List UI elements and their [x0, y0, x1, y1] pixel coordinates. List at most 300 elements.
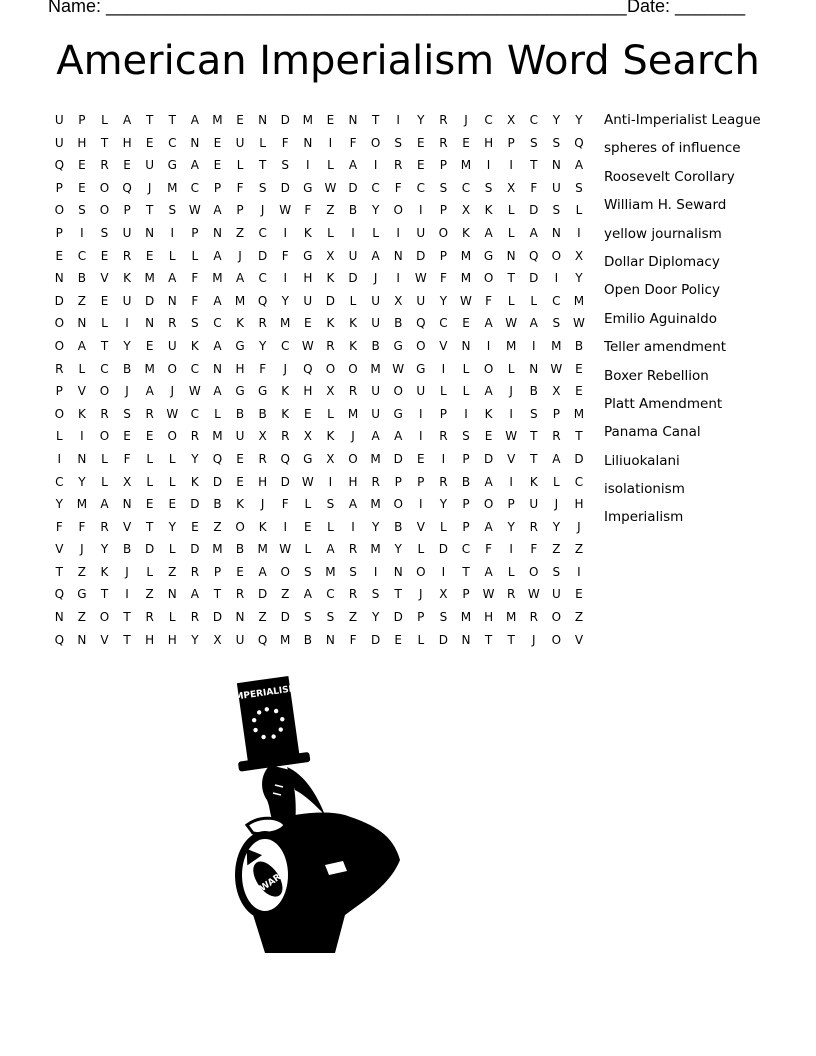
grid-cell: C	[190, 180, 200, 195]
grid-cell: L	[507, 225, 515, 240]
grid-cell: S	[462, 429, 470, 444]
grid-cell: B	[235, 406, 245, 421]
grid-cell: W	[505, 316, 518, 331]
grid-cell: X	[507, 113, 516, 127]
grid-cell: R	[529, 519, 538, 534]
grid-cell: Z	[258, 610, 267, 625]
grid-cell: T	[507, 632, 515, 647]
grid-cell: H	[484, 610, 494, 625]
grid-cell: R	[190, 429, 200, 444]
grid-cell: C	[552, 293, 561, 308]
grid-cell: U	[371, 293, 380, 308]
grid-cell: I	[373, 158, 378, 173]
grid-cell: E	[168, 497, 177, 512]
grid-cell: M	[76, 497, 88, 512]
grid-cell: J	[80, 542, 84, 557]
grid-cell: Z	[77, 564, 86, 579]
grid-cell: Q	[257, 632, 268, 647]
grid-cell: R	[439, 113, 448, 127]
grid-cell: K	[349, 316, 357, 331]
grid-cell: T	[168, 113, 176, 127]
grid-cell: A	[213, 384, 222, 399]
grid-cell: I	[419, 429, 423, 444]
grid-cell: F	[281, 248, 289, 263]
grid-cell: A	[529, 316, 538, 331]
grid-row	[48, 358, 590, 381]
grid-cell: D	[438, 632, 449, 647]
grid-cell: G	[167, 158, 177, 173]
grid-cell: W	[573, 316, 585, 331]
grid-cell: E	[417, 158, 425, 173]
grid-cell: L	[236, 158, 244, 173]
grid-cell: L	[78, 361, 86, 376]
grid-cell: N	[303, 135, 313, 150]
grid-cell: N	[235, 610, 245, 625]
grid-cell: U	[303, 293, 313, 308]
grid-cell: Y	[439, 497, 448, 512]
grid-cell: O	[167, 361, 177, 376]
grid-cell: L	[349, 293, 357, 308]
grid-cell: N	[145, 316, 155, 331]
grid-cell: G	[483, 248, 494, 263]
grid-cell: N	[77, 316, 87, 331]
word-list-item: isolationism	[604, 481, 685, 498]
grid-cell: J	[373, 271, 378, 286]
grid-cell: C	[213, 316, 222, 331]
grid-cell: Z	[574, 610, 584, 625]
grid-cell: U	[416, 384, 426, 399]
grid-cell: Z	[168, 564, 177, 579]
grid-cell: P	[394, 474, 402, 489]
grid-cell: X	[326, 384, 335, 399]
grid-cell: M	[302, 113, 313, 127]
grid-cell: L	[168, 610, 176, 625]
grid-cell: T	[507, 271, 515, 286]
word-list-item: Liliuokalani	[604, 452, 680, 469]
grid-cell: F	[530, 180, 538, 195]
grid-cell: A	[190, 113, 199, 127]
grid-cell: F	[55, 519, 63, 534]
grid-cell: M	[505, 338, 517, 353]
grid-row	[48, 267, 590, 290]
page-title: American Imperialism Word Search	[56, 38, 760, 84]
word-list-item: Open Door Policy	[604, 282, 720, 299]
grid-cell: O	[348, 451, 358, 466]
grid-cell: G	[393, 406, 403, 421]
grid-cell: A	[213, 293, 222, 308]
grid-cell: L	[507, 564, 515, 579]
grid-cell: A	[552, 451, 561, 466]
grid-cell: U	[54, 113, 64, 127]
grid-cell: N	[461, 338, 471, 353]
grid-cell: S	[529, 135, 538, 150]
grid-cell: V	[100, 632, 109, 647]
grid-cell: X	[303, 429, 312, 444]
grid-cell: A	[122, 113, 132, 127]
grid-row	[48, 312, 590, 335]
grid-cell: H	[303, 271, 313, 286]
name-field: Name: ____________________________________________________	[48, 0, 627, 16]
grid-cell: S	[484, 180, 493, 195]
grid-cell: K	[484, 406, 493, 421]
grid-cell: L	[372, 225, 379, 240]
grid-cell: S	[304, 564, 312, 579]
grid-cell: S	[552, 203, 561, 218]
grid-cell: Y	[371, 203, 380, 218]
grid-cell: J	[170, 384, 175, 399]
grid-cell: S	[529, 406, 538, 421]
grid-cell: B	[213, 497, 222, 512]
grid-cell: O	[348, 361, 358, 376]
grid-cell: K	[303, 225, 312, 240]
grid-cell: L	[191, 248, 199, 263]
grid-cell: F	[304, 203, 312, 218]
grid-cell: T	[123, 632, 131, 647]
grid-cell: E	[462, 316, 470, 331]
grid-cell: M	[573, 293, 585, 308]
grid-cell: T	[530, 158, 538, 173]
grid-cell: M	[347, 406, 359, 421]
grid-cell: O	[393, 497, 403, 512]
grid-cell: O	[99, 384, 110, 399]
grid-cell: I	[577, 564, 581, 579]
grid-cell: L	[214, 406, 221, 421]
grid-cell: I	[306, 158, 310, 173]
grid-cell: X	[552, 384, 561, 399]
grid-cell: U	[235, 429, 245, 444]
grid-cell: B	[348, 203, 358, 218]
grid-cell: N	[393, 248, 403, 263]
grid-cell: M	[573, 406, 585, 421]
grid-cell: R	[326, 338, 335, 353]
grid-cell: X	[461, 203, 471, 218]
grid-cell: S	[281, 158, 290, 173]
grid-cell: C	[574, 474, 584, 489]
grid-cell: C	[326, 587, 335, 602]
grid-cell: R	[190, 610, 200, 625]
grid-cell: J	[554, 497, 559, 512]
grid-cell: U	[54, 135, 64, 150]
grid-cell: Q	[574, 135, 584, 150]
grid-cell: I	[419, 497, 423, 512]
word-list-item: Roosevelt Corollary	[604, 168, 735, 185]
grid-cell: L	[327, 225, 334, 240]
grid-cell: S	[326, 497, 335, 512]
grid-cell: U	[122, 225, 132, 240]
bomb-text: WAR	[258, 872, 284, 895]
hat-text: IMPERIALISM	[230, 683, 299, 704]
grid-cell: N	[190, 135, 200, 150]
grid-cell: F	[394, 180, 402, 195]
grid-cell: Y	[123, 338, 131, 353]
grid-cell: R	[507, 587, 516, 602]
grid-cell: C	[55, 474, 64, 489]
grid-cell: E	[304, 519, 312, 534]
grid-cell: U	[235, 632, 245, 647]
grid-cell: I	[464, 406, 468, 421]
grid-cell: K	[236, 316, 244, 331]
word-list-item: Imperialism	[604, 509, 684, 526]
grid-cell: J	[464, 113, 468, 127]
grid-cell: G	[257, 384, 268, 399]
grid-cell: R	[258, 451, 267, 466]
grid-cell: P	[55, 384, 63, 399]
grid-cell: B	[529, 384, 538, 399]
grid-cell: Q	[303, 361, 313, 376]
grid-cell: W	[460, 293, 472, 308]
grid-cell: R	[100, 519, 109, 534]
grid-cell: P	[462, 497, 470, 512]
grid-cell: U	[235, 135, 245, 150]
grid-cell: G	[303, 180, 313, 195]
grid-row	[48, 380, 590, 403]
grid-cell: W	[188, 203, 201, 218]
grid-cell: R	[235, 587, 245, 602]
grid-cell: H	[258, 474, 268, 489]
grid-cell: J	[531, 632, 536, 647]
grid-cell: I	[283, 225, 287, 240]
grid-cell: F	[530, 542, 538, 557]
grid-cell: M	[280, 632, 291, 647]
grid-cell: E	[575, 384, 583, 399]
grid-cell: O	[280, 564, 290, 579]
grid-cell: J	[260, 497, 265, 512]
grid-cell: T	[530, 429, 538, 444]
grid-cell: G	[416, 361, 426, 376]
grid-cell: J	[147, 180, 152, 195]
grid-cell: W	[392, 361, 405, 376]
grid-cell: Z	[281, 587, 290, 602]
grid-cell: F	[349, 632, 357, 647]
grid-cell: H	[77, 135, 87, 150]
grid-cell: N	[325, 632, 335, 647]
grid-cell: G	[393, 338, 403, 353]
grid-cell: A	[348, 497, 358, 512]
grid-cell: Q	[54, 632, 65, 647]
grid-cell: W	[301, 338, 314, 353]
grid-cell: O	[167, 429, 177, 444]
grid-cell: D	[574, 451, 584, 466]
grid-cell: U	[348, 248, 358, 263]
grid-row	[48, 109, 590, 132]
grid-cell: E	[394, 632, 402, 647]
grid-cell: B	[122, 361, 132, 376]
grid-cell: L	[327, 406, 334, 421]
grid-cell: A	[484, 474, 493, 489]
grid-cell: E	[100, 248, 109, 263]
grid-cell: R	[190, 564, 200, 579]
grid-cell: B	[258, 406, 267, 421]
grid-cell: I	[396, 113, 400, 127]
word-list-item: Boxer Rebellion	[604, 367, 709, 384]
grid-cell: Y	[575, 113, 583, 127]
grid-cell: E	[191, 519, 199, 534]
grid-cell: V	[77, 384, 86, 399]
grid-cell: R	[529, 610, 538, 625]
grid-cell: I	[396, 225, 400, 240]
grid-cell: A	[484, 316, 493, 331]
grid-cell: X	[574, 248, 584, 263]
grid-cell: O	[54, 338, 65, 353]
grid-cell: T	[484, 632, 493, 647]
grid-cell: A	[484, 384, 493, 399]
grid-cell: N	[212, 361, 222, 376]
grid-cell: D	[190, 542, 200, 557]
grid-cell: P	[462, 519, 470, 534]
grid-cell: T	[213, 587, 222, 602]
grid-cell: E	[236, 564, 244, 579]
word-list-item: Panama Canal	[604, 424, 701, 441]
grid-cell: J	[283, 361, 287, 376]
grid-cell: K	[100, 564, 109, 579]
grid-cell: M	[370, 361, 381, 376]
grid-cell: Y	[552, 113, 561, 127]
grid-cell: X	[394, 293, 403, 308]
grid-cell: C	[100, 361, 109, 376]
grid-cell: S	[371, 587, 380, 602]
grid-cell: O	[551, 610, 562, 625]
grid-cell: E	[304, 406, 312, 421]
grid-row	[48, 403, 590, 426]
grid-cell: E	[78, 158, 86, 173]
grid-cell: E	[236, 113, 244, 127]
grid-cell: X	[122, 474, 132, 489]
grid-cell: E	[213, 158, 222, 173]
grid-cell: T	[100, 135, 109, 150]
grid-cell: O	[483, 361, 494, 376]
grid-cell: Y	[100, 542, 109, 557]
grid-row	[48, 629, 590, 652]
grid-cell: C	[281, 338, 290, 353]
grid-cell: E	[55, 248, 64, 263]
grid-cell: R	[145, 406, 154, 421]
grid-cell: W	[166, 406, 179, 421]
grid-cell: I	[577, 225, 581, 240]
grid-cell: L	[575, 203, 583, 218]
grid-cell: I	[509, 158, 513, 173]
grid-cell: Y	[281, 293, 289, 308]
grid-cell: D	[190, 497, 200, 512]
grid-cell: I	[283, 271, 287, 286]
uncle-sam-illustration	[225, 665, 410, 955]
word-search-grid	[48, 109, 590, 651]
grid-cell: T	[100, 338, 109, 353]
grid-cell: Y	[191, 451, 199, 466]
grid-cell: I	[351, 225, 355, 240]
grid-cell: F	[485, 542, 493, 557]
grid-cell: W	[505, 429, 518, 444]
grid-cell: Q	[257, 293, 268, 308]
grid-cell: D	[280, 610, 290, 625]
grid-cell: S	[394, 135, 403, 150]
grid-row	[48, 425, 590, 448]
grid-cell: B	[122, 542, 132, 557]
grid-cell: Y	[371, 610, 380, 625]
grid-cell: P	[417, 610, 425, 625]
grid-cell: X	[326, 451, 335, 466]
grid-cell: R	[394, 158, 403, 173]
grid-cell: K	[190, 474, 199, 489]
grid-cell: A	[326, 542, 335, 557]
grid-cell: M	[280, 316, 291, 331]
grid-cell: E	[484, 429, 493, 444]
grid-cell: R	[122, 248, 132, 263]
grid-cell: O	[235, 519, 245, 534]
grid-cell: A	[235, 271, 245, 286]
grid-cell: J	[351, 429, 355, 444]
grid-cell: I	[80, 225, 84, 240]
grid-cell: Q	[280, 451, 290, 466]
grid-cell: D	[348, 180, 358, 195]
grid-cell: E	[575, 587, 583, 602]
grid-cell: S	[326, 610, 335, 625]
grid-cell: R	[439, 429, 448, 444]
uncle-sam-icon	[225, 665, 410, 955]
grid-cell: A	[190, 587, 199, 602]
grid-cell: O	[529, 564, 539, 579]
grid-cell: W	[279, 203, 292, 218]
grid-cell: B	[303, 632, 312, 647]
grid-cell: W	[188, 384, 201, 399]
grid-cell: L	[304, 542, 312, 557]
grid-cell: I	[441, 361, 446, 376]
grid-cell: O	[99, 429, 110, 444]
grid-cell: F	[191, 293, 199, 308]
grid-cell: P	[552, 406, 560, 421]
grid-cell: J	[260, 203, 265, 218]
grid-cell: L	[327, 519, 334, 534]
grid-cell: D	[212, 474, 223, 489]
grid-cell: I	[125, 587, 129, 602]
grid-cell: P	[462, 587, 470, 602]
grid-cell: T	[575, 429, 583, 444]
grid-cell: F	[485, 293, 493, 308]
grid-cell: E	[417, 451, 425, 466]
grid-cell: N	[258, 113, 268, 127]
grid-cell: L	[440, 519, 447, 534]
grid-cell: E	[100, 293, 109, 308]
grid-cell: I	[125, 316, 129, 331]
grid-cell: C	[371, 180, 380, 195]
grid-cell: E	[575, 361, 583, 376]
grid-cell: E	[123, 158, 131, 173]
grid-cell: Q	[54, 587, 65, 602]
grid-cell: K	[326, 429, 335, 444]
grid-cell: E	[417, 135, 425, 150]
grid-cell: O	[99, 203, 110, 218]
grid-cell: E	[145, 497, 154, 512]
grid-cell: E	[145, 135, 154, 150]
grid-cell: L	[168, 451, 176, 466]
grid-cell: E	[326, 113, 335, 127]
grid-cell: D	[348, 271, 358, 286]
grid-cell: B	[77, 271, 86, 286]
grid-cell: D	[529, 203, 539, 218]
grid-cell: L	[259, 135, 266, 150]
grid-cell: W	[279, 542, 292, 557]
grid-cell: E	[213, 135, 222, 150]
grid-cell: S	[575, 180, 583, 195]
grid-row	[48, 154, 590, 177]
grid-row	[48, 538, 590, 561]
grid-cell: Y	[78, 474, 86, 489]
grid-cell: F	[191, 271, 199, 286]
word-list-item: Dollar Diplomacy	[604, 253, 720, 270]
grid-cell: M	[460, 271, 472, 286]
grid-cell: P	[439, 248, 448, 263]
grid-cell: K	[326, 271, 335, 286]
grid-cell: D	[54, 293, 64, 308]
